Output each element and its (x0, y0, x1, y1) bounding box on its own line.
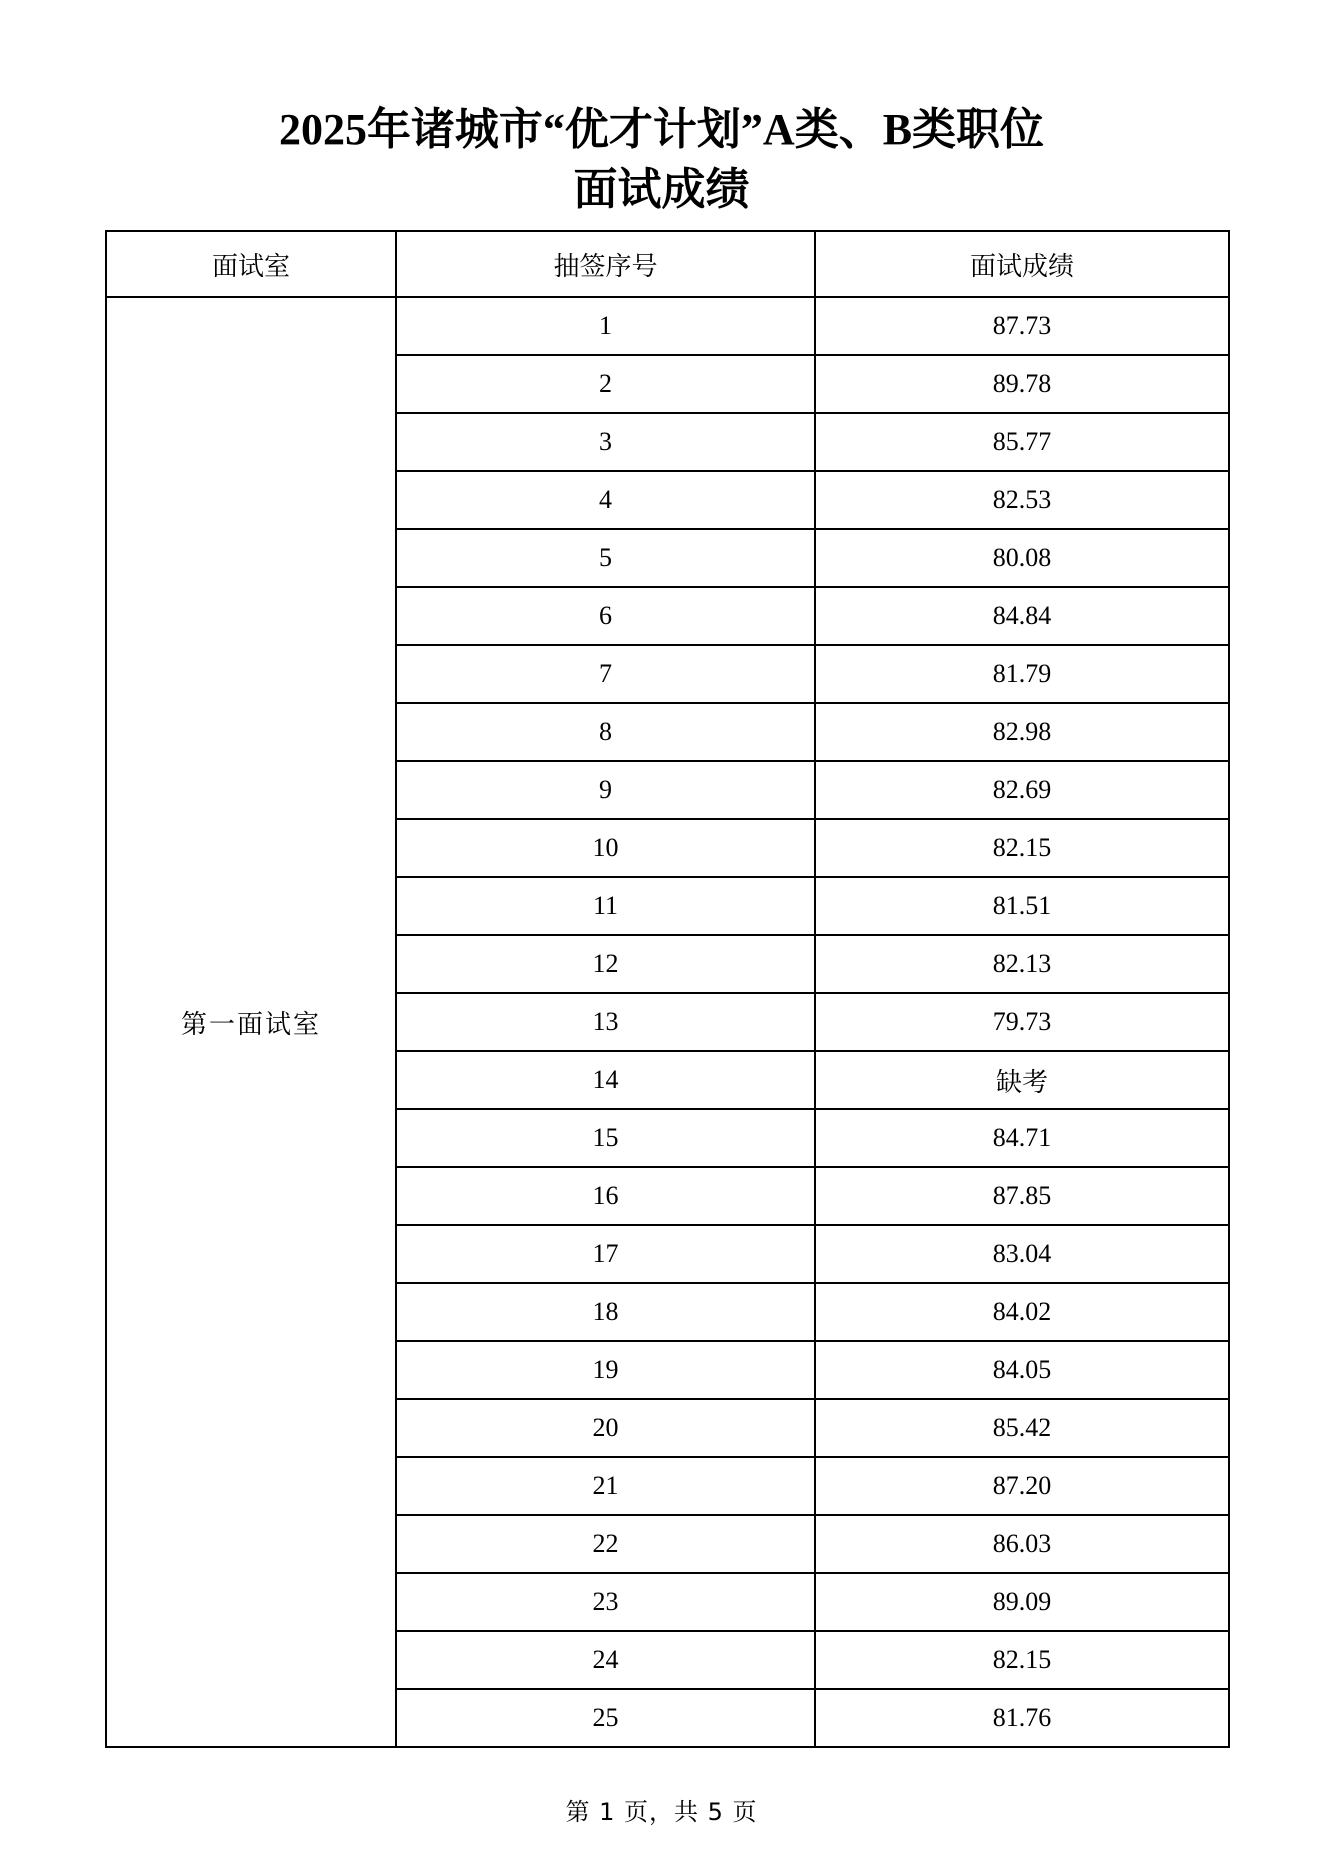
score-cell: 87.20 (815, 1457, 1229, 1515)
score-cell: 89.09 (815, 1573, 1229, 1631)
score-cell: 79.73 (815, 993, 1229, 1051)
score-cell: 87.85 (815, 1167, 1229, 1225)
draw-number-cell: 5 (396, 529, 815, 587)
score-cell: 82.53 (815, 471, 1229, 529)
draw-number-cell: 9 (396, 761, 815, 819)
draw-number-cell: 3 (396, 413, 815, 471)
header-draw-number: 抽签序号 (396, 231, 815, 297)
draw-number-cell: 11 (396, 877, 815, 935)
score-cell: 82.69 (815, 761, 1229, 819)
draw-number-cell: 12 (396, 935, 815, 993)
score-cell: 82.13 (815, 935, 1229, 993)
table-row (106, 297, 1229, 355)
score-cell: 82.15 (815, 819, 1229, 877)
draw-number-cell: 24 (396, 1631, 815, 1689)
draw-number-cell: 14 (396, 1051, 815, 1109)
score-cell: 87.73 (815, 297, 1229, 355)
score-cell: 84.05 (815, 1341, 1229, 1399)
draw-number-cell: 15 (396, 1109, 815, 1167)
score-cell: 89.78 (815, 355, 1229, 413)
room-cell: 第一面试室 (106, 297, 396, 1747)
score-cell: 84.84 (815, 587, 1229, 645)
draw-number-cell: 2 (396, 355, 815, 413)
draw-number-cell: 7 (396, 645, 815, 703)
header-score: 面试成绩 (815, 231, 1229, 297)
score-cell: 83.04 (815, 1225, 1229, 1283)
score-cell: 84.71 (815, 1109, 1229, 1167)
draw-number-cell: 8 (396, 703, 815, 761)
document-title (0, 100, 1323, 220)
draw-number-cell: 10 (396, 819, 815, 877)
draw-number-cell: 17 (396, 1225, 815, 1283)
draw-number-cell: 18 (396, 1283, 815, 1341)
score-cell: 80.08 (815, 529, 1229, 587)
score-cell: 84.02 (815, 1283, 1229, 1341)
draw-number-cell: 25 (396, 1689, 815, 1747)
scores-table (105, 230, 1230, 1748)
title-line-2: 面试成绩 (573, 165, 750, 214)
score-cell: 86.03 (815, 1515, 1229, 1573)
score-cell: 缺考 (815, 1051, 1229, 1109)
draw-number-cell: 20 (396, 1399, 815, 1457)
score-cell: 81.76 (815, 1689, 1229, 1747)
header-room: 面试室 (106, 231, 396, 297)
score-cell: 82.15 (815, 1631, 1229, 1689)
title-line-1: 2025年诸城市“优才计划”A类、B类职位 (278, 105, 1045, 154)
page-footer: 第 1 页，共 5 页 (565, 1798, 758, 1826)
draw-number-cell: 6 (396, 587, 815, 645)
score-cell: 82.98 (815, 703, 1229, 761)
draw-number-cell: 19 (396, 1341, 815, 1399)
score-cell: 81.79 (815, 645, 1229, 703)
draw-number-cell: 13 (396, 993, 815, 1051)
draw-number-cell: 1 (396, 297, 815, 355)
score-cell: 81.51 (815, 877, 1229, 935)
table-header-row (106, 231, 1229, 297)
draw-number-cell: 22 (396, 1515, 815, 1573)
draw-number-cell: 23 (396, 1573, 815, 1631)
draw-number-cell: 16 (396, 1167, 815, 1225)
score-cell: 85.42 (815, 1399, 1229, 1457)
table-body (106, 297, 1229, 1747)
draw-number-cell: 21 (396, 1457, 815, 1515)
score-cell: 85.77 (815, 413, 1229, 471)
draw-number-cell: 4 (396, 471, 815, 529)
